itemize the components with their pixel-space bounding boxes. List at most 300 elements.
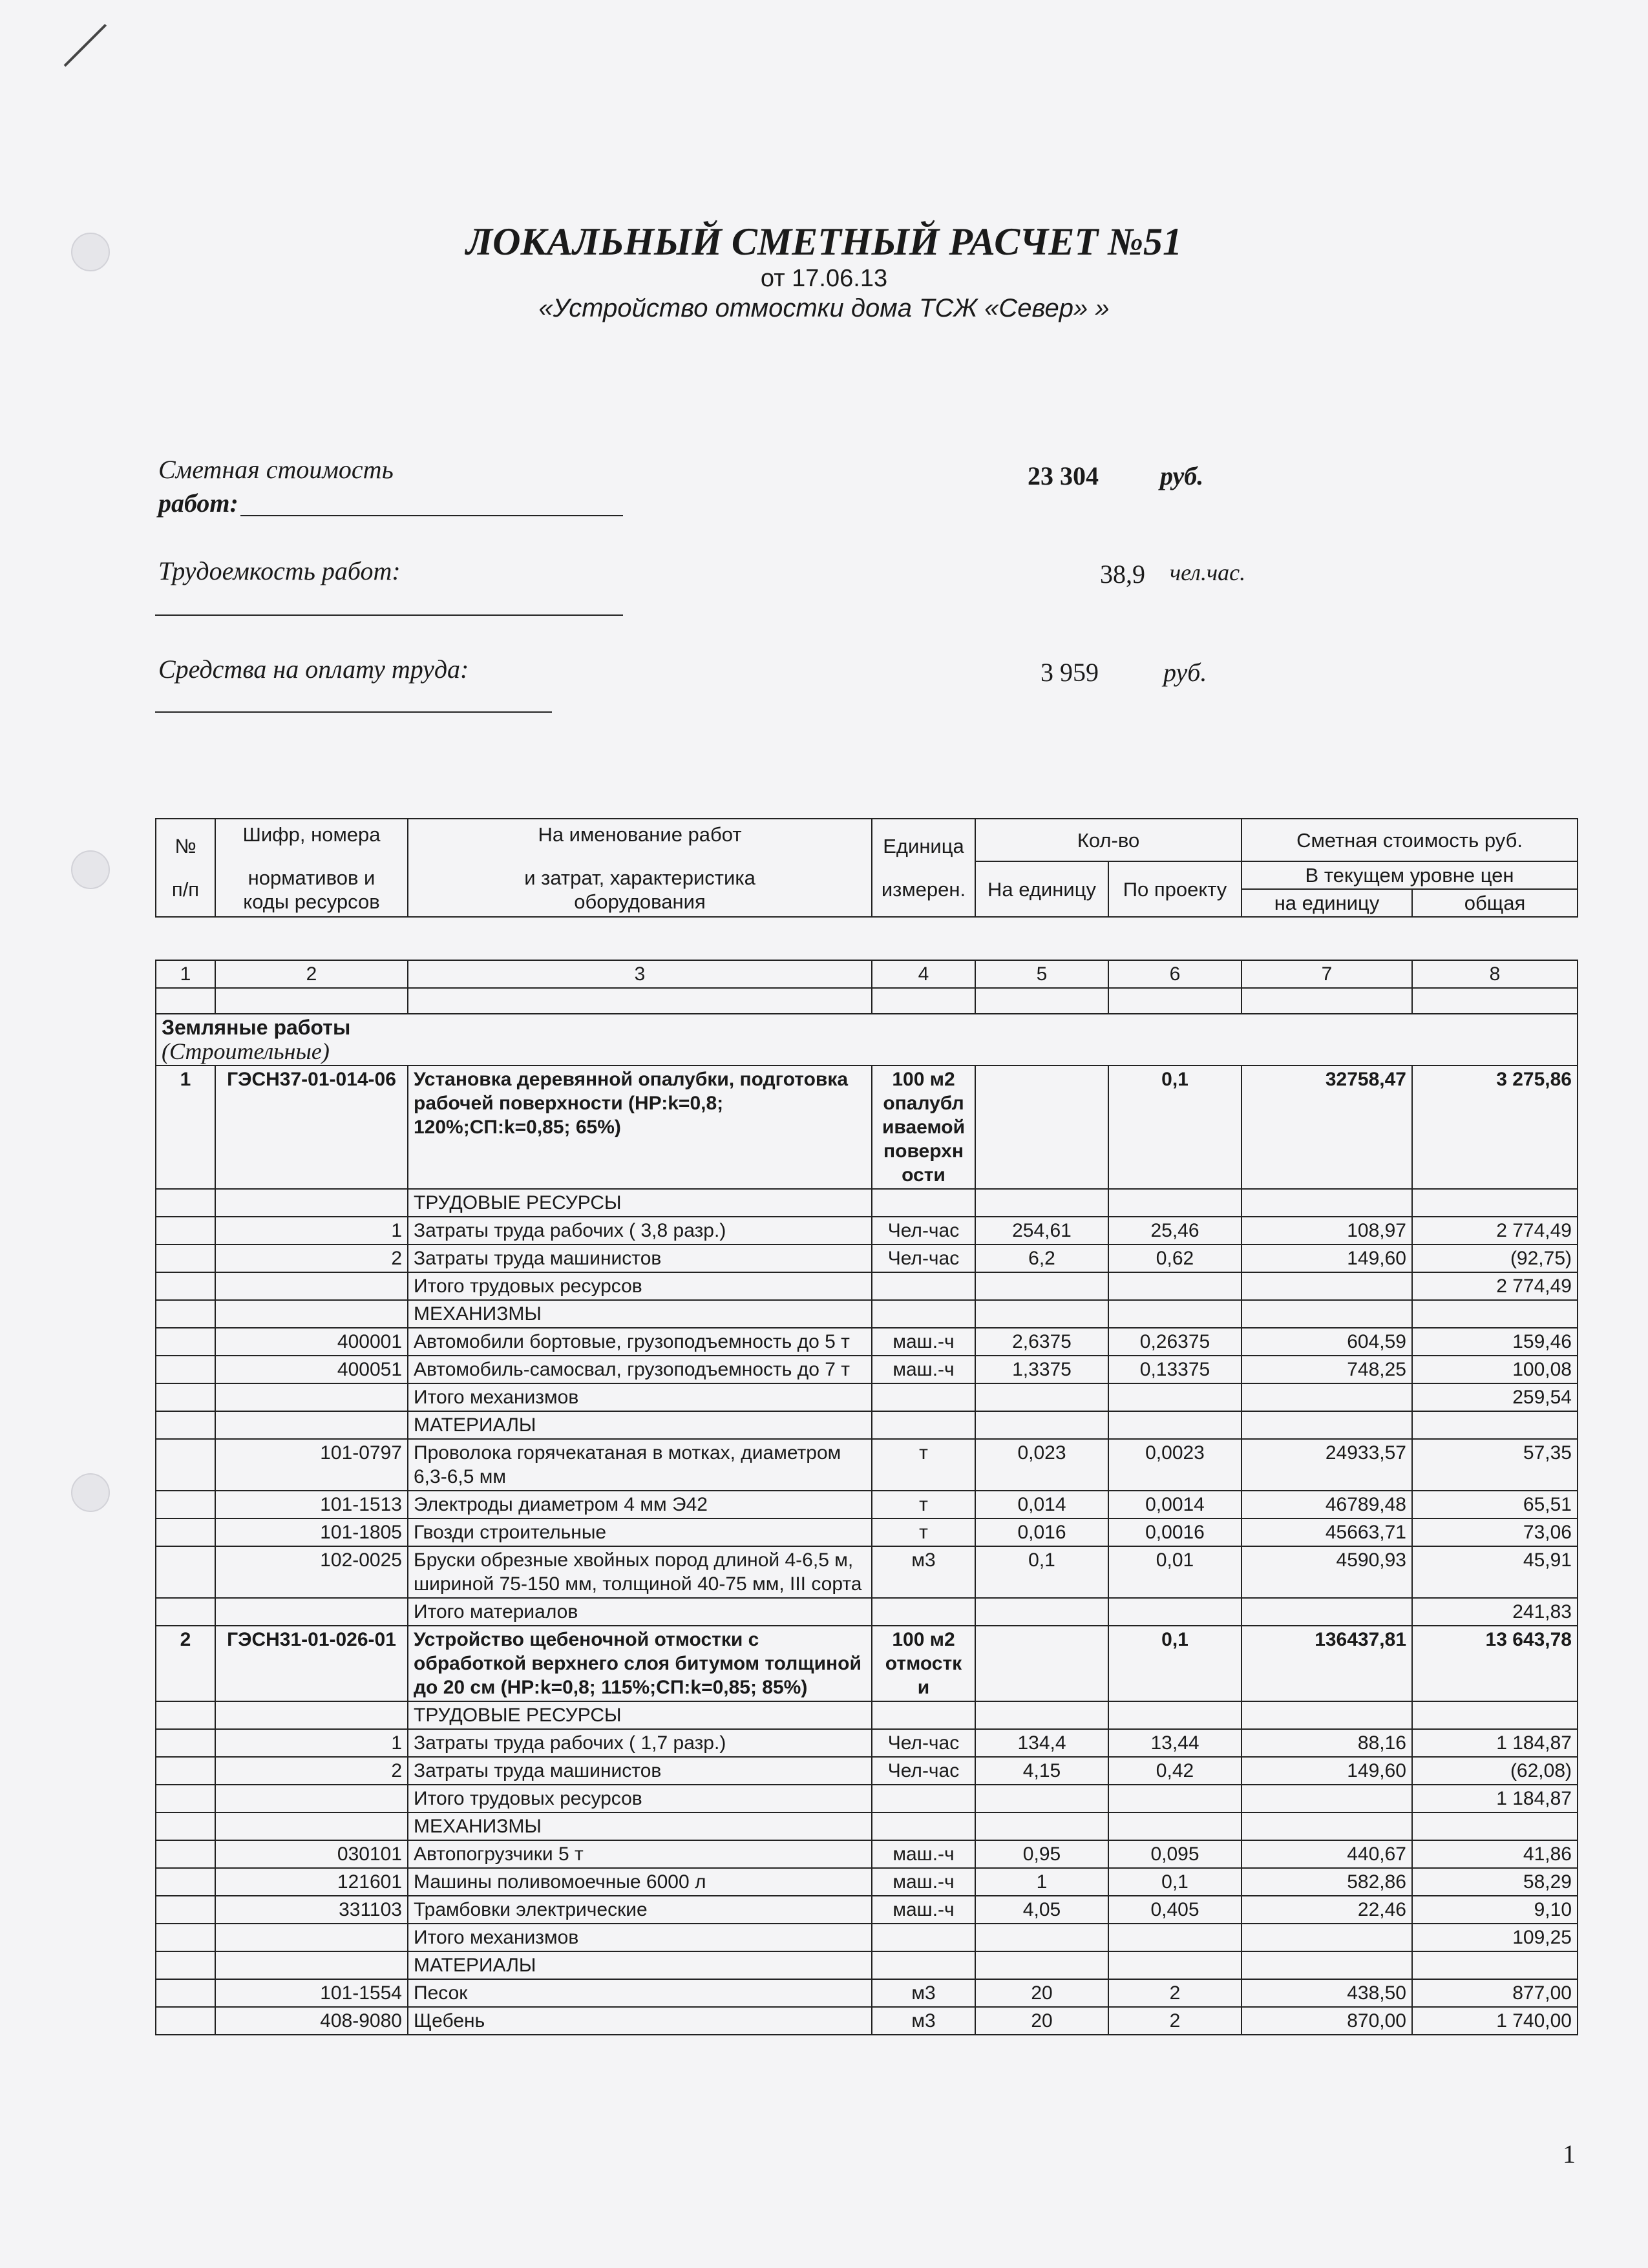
row-qty-project: 0,0023 [1108, 1439, 1241, 1491]
row-unit [872, 1701, 975, 1729]
row-code: 1 [215, 1729, 408, 1757]
row-total [1412, 1701, 1578, 1729]
row-code [215, 1272, 408, 1300]
row-qty-per-unit: 134,4 [975, 1729, 1108, 1757]
header-code-2: нормативов и [248, 866, 375, 889]
row-qty-per-unit [975, 1411, 1108, 1439]
row-total: (92,75) [1412, 1244, 1578, 1272]
header-no [156, 819, 215, 917]
row-name: Трамбовки электрические [408, 1896, 872, 1924]
row-no: 2 [156, 1626, 215, 1701]
resource-row [156, 1896, 1578, 1924]
row-unit: м3 [872, 2007, 975, 2035]
row-no [156, 1924, 215, 1951]
row-qty-per-unit: 0,95 [975, 1840, 1108, 1868]
row-total [1412, 1189, 1578, 1217]
resource-group-row [156, 1701, 1578, 1729]
row-qty-project: 0,1 [1108, 1868, 1241, 1896]
row-total [1412, 1411, 1578, 1439]
row-code: 101-0797 [215, 1439, 408, 1491]
row-code: 2 [215, 1244, 408, 1272]
row-qty-per-unit [975, 1951, 1108, 1979]
row-name: МАТЕРИАЛЫ [408, 1951, 872, 1979]
resource-row [156, 1785, 1578, 1812]
row-total: 45,91 [1412, 1546, 1578, 1598]
row-qty-per-unit: 1,3375 [975, 1356, 1108, 1383]
resource-group-row [156, 1189, 1578, 1217]
header-code-1: Шифр, номера [242, 823, 381, 846]
row-qty-project: 0,1 [1108, 1626, 1241, 1701]
row-no [156, 1244, 215, 1272]
row-qty-per-unit [975, 1785, 1108, 1812]
row-name: ТРУДОВЫЕ РЕСУРСЫ [408, 1701, 872, 1729]
row-price: 108,97 [1241, 1217, 1412, 1244]
signature-line [155, 711, 552, 713]
row-no: 1 [156, 1066, 215, 1189]
row-unit: м3 [872, 1546, 975, 1598]
row-qty-per-unit: 4,05 [975, 1896, 1108, 1924]
row-code [215, 1189, 408, 1217]
row-name: Песок [408, 1979, 872, 2007]
row-code [215, 1598, 408, 1626]
row-unit: 100 м2 опалубл иваемой поверхн ости [872, 1066, 975, 1189]
row-price: 149,60 [1241, 1757, 1412, 1785]
row-total: 100,08 [1412, 1356, 1578, 1383]
resource-row [156, 1272, 1578, 1300]
document-title: ЛОКАЛЬНЫЙ СМЕТНЫЙ РАСЧЕТ №51 [465, 220, 1182, 263]
row-no [156, 1439, 215, 1491]
row-name: Затраты труда рабочих ( 1,7 разр.) [408, 1729, 872, 1757]
row-code: 121601 [215, 1868, 408, 1896]
row-unit [872, 1300, 975, 1328]
row-total [1412, 1812, 1578, 1840]
signature-line [155, 614, 623, 616]
row-no [156, 1546, 215, 1598]
header-unit-1: Единица [883, 835, 964, 857]
row-unit: маш.-ч [872, 1840, 975, 1868]
row-qty-per-unit [975, 1701, 1108, 1729]
row-code [215, 1951, 408, 1979]
row-code: ГЭСН31-01-026-01 [215, 1626, 408, 1701]
row-name: МЕХАНИЗМЫ [408, 1300, 872, 1328]
row-no [156, 1757, 215, 1785]
row-code: 408-9080 [215, 2007, 408, 2035]
row-unit [872, 1785, 975, 1812]
header-no-2: п/п [171, 878, 200, 901]
row-qty-per-unit [975, 1272, 1108, 1300]
cost-unit: руб. [1160, 461, 1204, 490]
row-qty-per-unit: 2,6375 [975, 1328, 1108, 1356]
row-qty-per-unit: 6,2 [975, 1244, 1108, 1272]
row-qty-project: 25,46 [1108, 1217, 1241, 1244]
row-code: 400001 [215, 1328, 408, 1356]
document-date: от 17.06.13 [760, 265, 888, 292]
row-price: 440,67 [1241, 1840, 1412, 1868]
row-price [1241, 1785, 1412, 1812]
row-qty-per-unit: 20 [975, 1979, 1108, 2007]
header-name-1: На именование работ [538, 823, 742, 846]
row-total: (62,08) [1412, 1757, 1578, 1785]
document-object: «Устройство отмостки дома ТСЖ «Север» » [538, 294, 1110, 322]
row-no [156, 1868, 215, 1896]
row-price: 46789,48 [1241, 1491, 1412, 1518]
page-number: 1 [1563, 2139, 1576, 2168]
row-no [156, 1785, 215, 1812]
header-qty-per-unit: На единицу [975, 861, 1108, 917]
section-cell [156, 1014, 1578, 1066]
row-total: 1 184,87 [1412, 1729, 1578, 1757]
row-total: 73,06 [1412, 1518, 1578, 1546]
row-qty-per-unit: 1 [975, 1868, 1108, 1896]
row-name: Бруски обрезные хвойных пород длиной 4-6,5 м, шириной 75-150 мм, толщиной 40-75 мм, III сорта [408, 1546, 872, 1598]
header-code [215, 819, 408, 917]
row-total: 65,51 [1412, 1491, 1578, 1518]
row-price [1241, 1951, 1412, 1979]
row-qty-project: 2 [1108, 1979, 1241, 2007]
section-subtitle: (Строительные) [162, 1038, 330, 1064]
row-total: 877,00 [1412, 1979, 1578, 2007]
row-qty-per-unit: 20 [975, 2007, 1108, 2035]
row-qty-project: 13,44 [1108, 1729, 1241, 1757]
row-price [1241, 1411, 1412, 1439]
header-cost-total: общая [1412, 889, 1578, 917]
row-code: 2 [215, 1757, 408, 1785]
pen-mark [64, 24, 107, 67]
row-qty-project: 2 [1108, 2007, 1241, 2035]
header-name-3: оборудования [574, 890, 706, 913]
row-price [1241, 1924, 1412, 1951]
row-name: Затраты труда машинистов [408, 1244, 872, 1272]
row-code: 101-1554 [215, 1979, 408, 2007]
row-name: Автопогрузчики 5 т [408, 1840, 872, 1868]
header-cost: Сметная стоимость руб. [1241, 819, 1578, 861]
row-unit: Чел-час [872, 1217, 975, 1244]
row-unit [872, 1924, 975, 1951]
row-qty-project [1108, 1300, 1241, 1328]
row-no [156, 1840, 215, 1868]
row-no [156, 1328, 215, 1356]
row-qty-per-unit [975, 1812, 1108, 1840]
row-price [1241, 1189, 1412, 1217]
row-no [156, 1491, 215, 1518]
row-qty-per-unit: 0,023 [975, 1439, 1108, 1491]
estimate-body-table [155, 960, 1578, 2035]
row-price: 32758,47 [1241, 1066, 1412, 1189]
header-name [408, 819, 872, 917]
row-price [1241, 1272, 1412, 1300]
row-price: 604,59 [1241, 1328, 1412, 1356]
row-price [1241, 1383, 1412, 1411]
col-number: 4 [872, 960, 975, 988]
row-total: 259,54 [1412, 1383, 1578, 1411]
estimate-rows [156, 960, 1578, 2035]
row-name: Автомобиль-самосвал, грузоподъемность до 7 т [408, 1356, 872, 1383]
row-qty-per-unit [975, 1626, 1108, 1701]
cost-value: 23 304 [1028, 461, 1099, 490]
header-code-3: коды ресурсов [243, 890, 380, 913]
row-no [156, 1979, 215, 2007]
row-total: 57,35 [1412, 1439, 1578, 1491]
resource-group-row [156, 1951, 1578, 1979]
section-title: Земляные работы [162, 1016, 351, 1039]
row-unit [872, 1598, 975, 1626]
header-unit-2: измерен. [881, 878, 966, 901]
row-no [156, 1812, 215, 1840]
row-qty-project [1108, 1189, 1241, 1217]
row-no [156, 1598, 215, 1626]
resource-row [156, 1328, 1578, 1356]
col-number: 5 [975, 960, 1108, 988]
header-unit [872, 819, 975, 917]
signature-line [240, 515, 623, 516]
resource-row [156, 1546, 1578, 1598]
resource-row [156, 1979, 1578, 2007]
resource-row [156, 1729, 1578, 1757]
row-price: 24933,57 [1241, 1439, 1412, 1491]
row-no [156, 1272, 215, 1300]
estimate-item-row [156, 1066, 1578, 1189]
row-unit: маш.-ч [872, 1356, 975, 1383]
row-name: Гвозди строительные [408, 1518, 872, 1546]
row-price: 45663,71 [1241, 1518, 1412, 1546]
wage-label: Средства на оплату труда: [158, 655, 469, 684]
row-price: 748,25 [1241, 1356, 1412, 1383]
row-total: 241,83 [1412, 1598, 1578, 1626]
row-name: Электроды диаметром 4 мм Э42 [408, 1491, 872, 1518]
resource-group-row [156, 1812, 1578, 1840]
row-total: 13 643,78 [1412, 1626, 1578, 1701]
row-qty-project: 0,13375 [1108, 1356, 1241, 1383]
row-name: Машины поливомоечные 6000 л [408, 1868, 872, 1896]
row-qty-per-unit [975, 1300, 1108, 1328]
row-unit: Чел-час [872, 1757, 975, 1785]
row-qty-per-unit [975, 1189, 1108, 1217]
row-qty-project: 0,405 [1108, 1896, 1241, 1924]
row-no [156, 1896, 215, 1924]
estimate-item-row [156, 1626, 1578, 1701]
row-name: Итого материалов [408, 1598, 872, 1626]
resource-row [156, 1840, 1578, 1868]
resource-row [156, 1356, 1578, 1383]
row-price: 4590,93 [1241, 1546, 1412, 1598]
row-no [156, 1300, 215, 1328]
header-qty: Кол-во [975, 819, 1241, 861]
header-cost-per-unit: на единицу [1241, 889, 1412, 917]
col-number: 7 [1241, 960, 1412, 988]
row-no [156, 1951, 215, 1979]
row-qty-per-unit: 4,15 [975, 1757, 1108, 1785]
row-no [156, 1518, 215, 1546]
row-name: Проволока горячекатаная в мотках, диаметром 6,3-6,5 мм [408, 1439, 872, 1491]
row-no [156, 1356, 215, 1383]
row-total: 2 774,49 [1412, 1217, 1578, 1244]
row-qty-per-unit: 0,016 [975, 1518, 1108, 1546]
header-qty-project: По проекту [1108, 861, 1241, 917]
labor-label: Трудоемкость работ: [158, 556, 401, 585]
row-code: 102-0025 [215, 1546, 408, 1598]
row-code: 101-1513 [215, 1491, 408, 1518]
resource-row [156, 1439, 1578, 1491]
resource-row [156, 1217, 1578, 1244]
row-qty-per-unit [975, 1066, 1108, 1189]
row-unit: 100 м2 отмостк и [872, 1626, 975, 1701]
row-unit: Чел-час [872, 1729, 975, 1757]
row-qty-project [1108, 1272, 1241, 1300]
resource-row [156, 1598, 1578, 1626]
row-total: 2 774,49 [1412, 1272, 1578, 1300]
estimate-header-table [155, 818, 1578, 918]
row-qty-project [1108, 1951, 1241, 1979]
row-qty-project: 0,01 [1108, 1546, 1241, 1598]
row-qty-per-unit: 254,61 [975, 1217, 1108, 1244]
col-number: 1 [156, 960, 215, 988]
row-no [156, 1383, 215, 1411]
col-number: 6 [1108, 960, 1241, 988]
row-qty-project: 0,095 [1108, 1840, 1241, 1868]
row-qty-per-unit: 0,1 [975, 1546, 1108, 1598]
row-total: 1 740,00 [1412, 2007, 1578, 2035]
row-qty-project [1108, 1411, 1241, 1439]
row-name: Щебень [408, 2007, 872, 2035]
row-qty-per-unit [975, 1924, 1108, 1951]
row-price: 582,86 [1241, 1868, 1412, 1896]
row-name: Итого трудовых ресурсов [408, 1272, 872, 1300]
row-name: МАТЕРИАЛЫ [408, 1411, 872, 1439]
row-price: 149,60 [1241, 1244, 1412, 1272]
row-total: 159,46 [1412, 1328, 1578, 1356]
row-price: 870,00 [1241, 2007, 1412, 2035]
column-number-row [156, 960, 1578, 988]
row-code: 1 [215, 1217, 408, 1244]
row-price [1241, 1300, 1412, 1328]
row-name: Итого трудовых ресурсов [408, 1785, 872, 1812]
row-name: Автомобили бортовые, грузоподъемность до 5 т [408, 1328, 872, 1356]
row-unit [872, 1383, 975, 1411]
row-code: 331103 [215, 1896, 408, 1924]
resource-group-row [156, 1300, 1578, 1328]
row-qty-per-unit [975, 1383, 1108, 1411]
row-total: 109,25 [1412, 1924, 1578, 1951]
punch-hole [71, 1473, 110, 1512]
row-unit: м3 [872, 1979, 975, 2007]
wage-value: 3 959 [1041, 658, 1099, 687]
row-unit: т [872, 1491, 975, 1518]
wage-unit: руб. [1163, 658, 1207, 687]
row-name: ТРУДОВЫЕ РЕСУРСЫ [408, 1189, 872, 1217]
labor-value: 38,9 [1100, 560, 1145, 589]
row-code: 030101 [215, 1840, 408, 1868]
resource-row [156, 1491, 1578, 1518]
row-qty-per-unit: 0,014 [975, 1491, 1108, 1518]
row-price: 438,50 [1241, 1979, 1412, 2007]
row-no [156, 1701, 215, 1729]
row-qty-project: 0,26375 [1108, 1328, 1241, 1356]
cost-label: Сметная стоимость [158, 455, 394, 484]
row-unit [872, 1272, 975, 1300]
resource-group-row [156, 1411, 1578, 1439]
row-qty-project: 0,0016 [1108, 1518, 1241, 1546]
row-name: Итого механизмов [408, 1383, 872, 1411]
row-code [215, 1785, 408, 1812]
col-number: 8 [1412, 960, 1578, 988]
row-unit: маш.-ч [872, 1896, 975, 1924]
row-unit: т [872, 1439, 975, 1491]
row-unit: т [872, 1518, 975, 1546]
resource-row [156, 1868, 1578, 1896]
row-qty-project [1108, 1924, 1241, 1951]
row-qty-project: 0,62 [1108, 1244, 1241, 1272]
row-price [1241, 1701, 1412, 1729]
row-no [156, 1411, 215, 1439]
labor-unit: чел.час. [1170, 560, 1246, 585]
header-cost-current: В текущем уровне цен [1241, 861, 1578, 889]
row-qty-per-unit [975, 1598, 1108, 1626]
col-number: 2 [215, 960, 408, 988]
resource-row [156, 1244, 1578, 1272]
resource-row [156, 2007, 1578, 2035]
row-code [215, 1701, 408, 1729]
row-unit: маш.-ч [872, 1868, 975, 1896]
row-code [215, 1924, 408, 1951]
row-no [156, 2007, 215, 2035]
row-price [1241, 1812, 1412, 1840]
header-name-2: и затрат, характеристика [524, 866, 755, 889]
row-name: Итого механизмов [408, 1924, 872, 1951]
row-code [215, 1383, 408, 1411]
row-price: 22,46 [1241, 1896, 1412, 1924]
row-code [215, 1812, 408, 1840]
row-total: 58,29 [1412, 1868, 1578, 1896]
cost-label-2: работ: [158, 488, 238, 518]
row-qty-project [1108, 1598, 1241, 1626]
blank-row [156, 988, 1578, 1014]
row-unit [872, 1189, 975, 1217]
row-qty-project: 0,42 [1108, 1757, 1241, 1785]
row-price [1241, 1598, 1412, 1626]
row-price: 88,16 [1241, 1729, 1412, 1757]
row-unit [872, 1411, 975, 1439]
row-qty-project: 0,0014 [1108, 1491, 1241, 1518]
row-code: 101-1805 [215, 1518, 408, 1546]
row-qty-project [1108, 1383, 1241, 1411]
col-number: 3 [408, 960, 872, 988]
row-name: Установка деревянной опалубки, подготовка рабочей поверхности (НР:k=0,8; 120%;СП:k=0,85; 65%) [408, 1066, 872, 1189]
row-price: 136437,81 [1241, 1626, 1412, 1701]
resource-row [156, 1757, 1578, 1785]
row-no [156, 1217, 215, 1244]
row-no [156, 1729, 215, 1757]
row-total [1412, 1951, 1578, 1979]
row-total: 1 184,87 [1412, 1785, 1578, 1812]
row-unit [872, 1951, 975, 1979]
row-code [215, 1300, 408, 1328]
row-qty-project [1108, 1701, 1241, 1729]
resource-row [156, 1924, 1578, 1951]
row-qty-project [1108, 1812, 1241, 1840]
row-qty-project [1108, 1785, 1241, 1812]
row-name: Затраты труда машинистов [408, 1757, 872, 1785]
resource-row [156, 1518, 1578, 1546]
row-unit: Чел-час [872, 1244, 975, 1272]
row-total: 3 275,86 [1412, 1066, 1578, 1189]
row-name: Устройство щебеночной отмостки с обработкой верхнего слоя битумом толщиной до 20 см (НР:k=0,8; 115%;СП:k=0,85; 85%) [408, 1626, 872, 1701]
punch-hole [71, 850, 110, 889]
row-unit: маш.-ч [872, 1328, 975, 1356]
row-no [156, 1189, 215, 1217]
row-code: ГЭСН37-01-014-06 [215, 1066, 408, 1189]
row-total: 9,10 [1412, 1896, 1578, 1924]
row-code: 400051 [215, 1356, 408, 1383]
